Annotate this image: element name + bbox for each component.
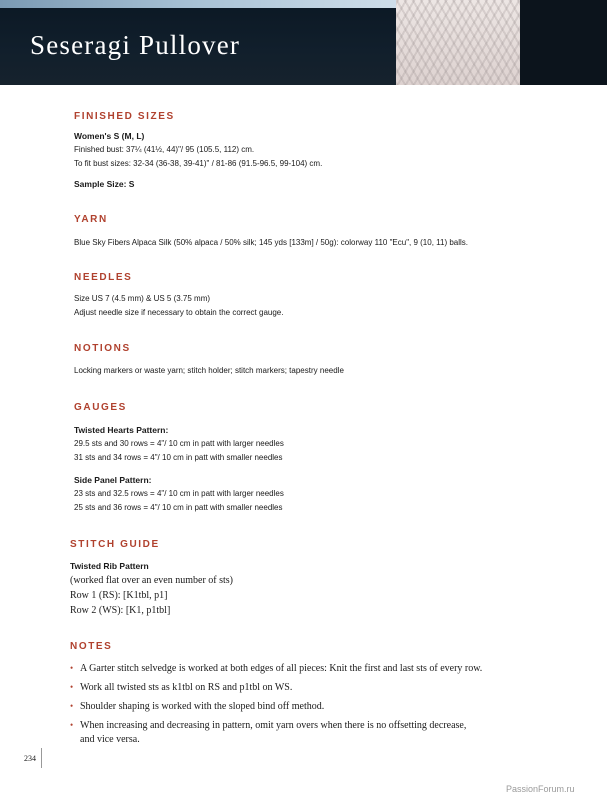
twisted-hearts-gauge-2: 31 sts and 34 rows = 4"/ 10 cm in patt with smaller needles [74, 453, 283, 462]
notes-heading: NOTES [70, 641, 113, 652]
twisted-rib-title: Twisted Rib Pattern [70, 561, 149, 571]
size-label: Women's S (M, L) [74, 131, 145, 141]
fit-bust: To fit bust sizes: 32-34 (36-38, 39-41)" / 81-86 (91.5-96.5, 99-104) cm. [74, 159, 323, 168]
gauges-heading: GAUGES [74, 402, 127, 413]
stitch-guide-heading: STITCH GUIDE [70, 539, 160, 550]
bullet-icon: • [70, 682, 74, 692]
note-item [70, 699, 520, 714]
header-sky-strip [0, 0, 400, 8]
needles-heading: NEEDLES [74, 272, 133, 283]
sweater-photo [396, 0, 520, 85]
side-panel-gauge-2: 25 sts and 36 rows = 4"/ 10 cm in patt with smaller needles [74, 503, 283, 512]
note-text: Shoulder shaping is worked with the sloped bind off method. [80, 701, 325, 712]
bullet-icon: • [70, 720, 74, 730]
note-text: When increasing and decreasing in pattern, omit yarn overs when there is no offsetting decrease, [80, 720, 467, 731]
note-item [70, 680, 520, 695]
side-panel-title: Side Panel Pattern: [74, 475, 152, 485]
note-text: A Garter stitch selvedge is worked at both edges of all pieces: Knit the first and last sts of every row. [80, 663, 483, 674]
notions-text: Locking markers or waste yarn; stitch holder; stitch markers; tapestry needle [74, 366, 344, 375]
side-panel-gauge-1: 23 sts and 32.5 rows = 4"/ 10 cm in patt with larger needles [74, 489, 284, 498]
needles-line-2: Adjust needle size if necessary to obtain the correct gauge. [74, 308, 284, 317]
header-banner [0, 0, 607, 85]
note-text-continued: and vice versa. [80, 734, 140, 745]
sample-size: Sample Size: S [74, 179, 135, 189]
page-title: Seseragi Pullover [30, 30, 241, 60]
page-number-divider [41, 748, 42, 768]
notions-heading: NOTIONS [74, 343, 131, 354]
note-text: Work all twisted sts as k1tbl on RS and p1tbl on WS. [80, 682, 293, 693]
needles-line-1: Size US 7 (4.5 mm) & US 5 (3.75 mm) [74, 294, 211, 303]
finished-bust: Finished bust: 37¼ (41½, 44)"/ 95 (105.5, 112) cm. [74, 145, 255, 154]
twisted-rib-line-1: (worked flat over an even number of sts) [70, 575, 233, 586]
watermark: PassionForum.ru [506, 784, 575, 794]
twisted-rib-row-1: Row 1 (RS): [K1tbl, p1] [70, 590, 168, 601]
note-item [70, 718, 520, 747]
bullet-icon: • [70, 701, 74, 711]
note-item [70, 661, 520, 676]
yarn-heading: YARN [74, 214, 108, 225]
twisted-rib-row-2: Row 2 (WS): [K1, p1tbl] [70, 605, 171, 616]
twisted-hearts-gauge-1: 29.5 sts and 30 rows = 4"/ 10 cm in patt with larger needles [74, 439, 284, 448]
yarn-text: Blue Sky Fibers Alpaca Silk (50% alpaca / 50% silk; 145 yds [133m] / 50g): colorway 110 "Ecu", 9 (10, 11) balls. [74, 238, 469, 247]
page-number: 234 [24, 754, 36, 763]
header-dark-panel [520, 0, 607, 85]
twisted-hearts-title: Twisted Hearts Pattern: [74, 425, 169, 435]
finished-sizes-heading: FINISHED SIZES [74, 111, 175, 122]
bullet-icon: • [70, 663, 74, 673]
